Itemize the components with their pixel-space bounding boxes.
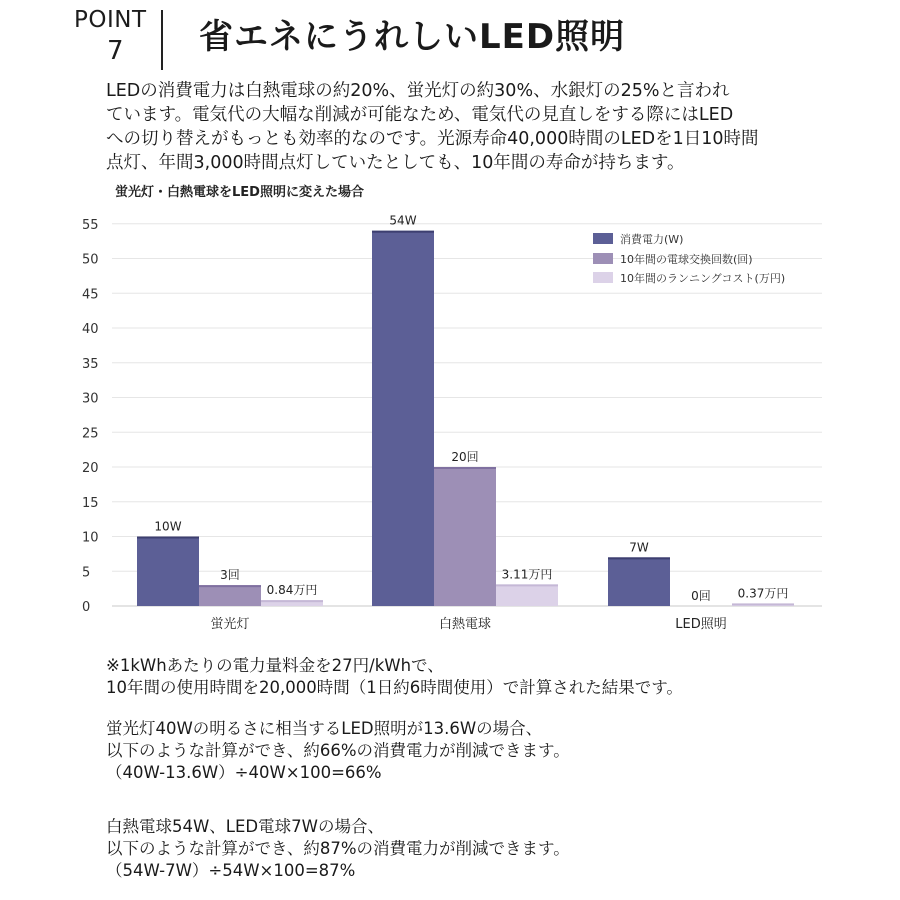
bar-cap: [496, 584, 558, 586]
data-label: 3回: [220, 568, 240, 583]
data-label: 54W: [389, 213, 417, 228]
y-tick-label: 0: [82, 600, 91, 615]
note-line: 白熱電球54W、LED電球7Wの場合、: [106, 817, 384, 836]
y-tick-label: 10: [82, 530, 99, 546]
note-line: （54W-7W）÷54W×100=87%: [106, 861, 356, 880]
legend-swatch: [593, 272, 613, 283]
bar: [199, 585, 261, 606]
y-tick-label: 45: [82, 287, 99, 303]
data-label: 0.37万円: [737, 586, 789, 601]
bar-cap: [137, 537, 199, 539]
note-line: （40W-13.6W）÷40W×100=66%: [106, 763, 382, 782]
y-tick-label: 35: [82, 356, 99, 372]
note-line: 以下のような計算ができ、約66%の消費電力が削減できます。: [106, 741, 570, 760]
incandescent-calculation: [106, 816, 826, 882]
point-number: 7: [107, 36, 124, 66]
bar: [434, 467, 496, 606]
note-line: 蛍光灯40Wの明るさに相当するLED照明が13.6Wの場合、: [106, 719, 543, 738]
y-tick-label: 30: [82, 391, 99, 407]
intro-line: LEDの消費電力は白熱電球の約20%、蛍光灯の約30%、水銀灯の25%と言われ: [106, 81, 730, 101]
bar-cap: [199, 585, 261, 587]
page-title: 省エネにうれしいLED照明: [199, 17, 626, 57]
intro-line: 点灯、年間3,000時間点灯していたとしても、10年間の寿命が持ちます。: [106, 153, 685, 173]
point-label: POINT: [74, 7, 147, 33]
bar: [137, 537, 199, 607]
intro-line: への切り替えがもっとも効率的なのです。光源寿命40,000時間のLEDを1日10時間: [106, 129, 759, 149]
data-label: 0.84万円: [266, 583, 318, 598]
legend-swatch: [593, 233, 613, 244]
data-label: 3.11万円: [501, 567, 553, 582]
y-tick-label: 25: [82, 426, 99, 442]
fluorescent-calculation: [106, 718, 826, 784]
data-label: 0回: [691, 589, 711, 603]
y-tick-label: 15: [82, 495, 99, 511]
note-line: 以下のような計算ができ、約87%の消費電力が削減できます。: [106, 839, 570, 858]
bar: [496, 584, 558, 606]
bar: [372, 231, 434, 606]
y-tick-label: 20: [82, 461, 99, 476]
y-tick-label: 50: [82, 252, 99, 268]
footnote-line: ※1kWhあたりの電力量料金を27円/kWhで、: [106, 656, 444, 675]
x-tick-label: LED照明: [675, 617, 727, 632]
y-tick-label: 5: [82, 565, 91, 581]
bar-cap: [732, 603, 794, 605]
data-label: 7W: [629, 540, 649, 555]
legend-label: 10年間の電球交換回数(回): [620, 253, 753, 266]
x-tick-label: 蛍光灯: [210, 617, 250, 632]
bar: [608, 557, 670, 606]
bar-cap: [261, 600, 323, 602]
y-tick-label: 55: [82, 217, 99, 233]
data-label: 20回: [451, 450, 479, 464]
legend-label: 10年間のランニングコスト(万円): [620, 272, 786, 285]
bar-cap: [434, 467, 496, 469]
data-label: 10W: [154, 519, 182, 534]
legend-label: 消費電力(W): [620, 233, 684, 246]
intro-line: ています。電気代の大幅な削減が可能なため、電気代の見直しをする際にはLED: [106, 105, 734, 125]
x-tick-label: 白熱電球: [438, 617, 492, 632]
footnote: [106, 655, 826, 699]
bar-cap: [372, 231, 434, 233]
chart-title: 蛍光灯・白熱電球をLED照明に変えた場合: [115, 185, 364, 200]
footnote-line: 10年間の使用時間を20,000時間（1日約6時間使用）で計算された結果です。: [106, 678, 683, 697]
bar-cap: [608, 557, 670, 559]
legend-swatch: [593, 253, 613, 264]
y-tick-label: 40: [82, 322, 99, 337]
